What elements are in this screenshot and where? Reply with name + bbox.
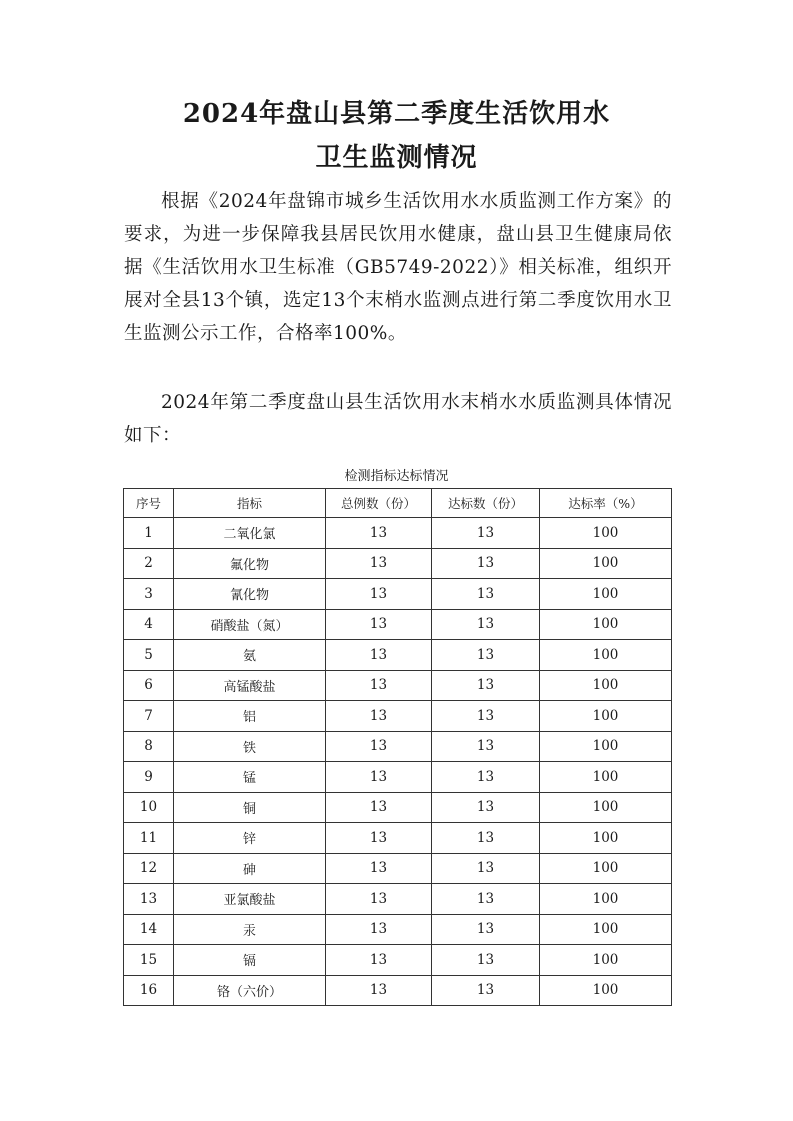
cell-total-count: 13 — [326, 823, 432, 854]
cell-total-count: 13 — [326, 579, 432, 610]
cell-index: 13 — [124, 884, 174, 915]
cell-indicator: 高锰酸盐 — [174, 670, 326, 701]
cell-passed-count: 13 — [432, 762, 540, 793]
cell-indicator: 镉 — [174, 945, 326, 976]
table-row — [124, 823, 672, 854]
header-pass-rate: 达标率（%） — [540, 489, 672, 518]
cell-passed-count: 13 — [432, 701, 540, 732]
cell-pass-rate: 100 — [540, 731, 672, 762]
table-row — [124, 640, 672, 671]
cell-passed-count: 13 — [432, 884, 540, 915]
cell-index: 14 — [124, 914, 174, 945]
results-table — [123, 488, 672, 1006]
table-row — [124, 884, 672, 915]
cell-pass-rate: 100 — [540, 518, 672, 549]
cell-index: 10 — [124, 792, 174, 823]
cell-total-count: 13 — [326, 853, 432, 884]
table-row — [124, 701, 672, 732]
cell-indicator: 亚氯酸盐 — [174, 884, 326, 915]
table-header-row — [124, 489, 672, 518]
cell-pass-rate: 100 — [540, 762, 672, 793]
cell-pass-rate: 100 — [540, 884, 672, 915]
intro-paragraph: 根据《2024年盘锦市城乡生活饮用水水质监测工作方案》的要求，为进一步保障我县居民饮用水健康，盘山县卫生健康局依据《生活饮用水卫生标准（GB5749-2022）》相关标准，组织开展对全县13个镇，选定13个末梢水监测点进行第二季度饮用水卫生监测公示工作，合格率100%。 — [124, 191, 672, 344]
table-row — [124, 792, 672, 823]
header-indicator: 指标 — [174, 489, 326, 518]
cell-indicator: 铝 — [174, 701, 326, 732]
table-row — [124, 914, 672, 945]
cell-passed-count: 13 — [432, 640, 540, 671]
cell-total-count: 13 — [326, 762, 432, 793]
cell-index: 6 — [124, 670, 174, 701]
cell-total-count: 13 — [326, 914, 432, 945]
table-row — [124, 731, 672, 762]
cell-total-count: 13 — [326, 975, 432, 1006]
document-title-line-2: 卫生监测情况 — [315, 143, 478, 173]
cell-index: 1 — [124, 518, 174, 549]
cell-index: 9 — [124, 762, 174, 793]
table-row — [124, 518, 672, 549]
cell-total-count: 13 — [326, 609, 432, 640]
cell-pass-rate: 100 — [540, 914, 672, 945]
header-total-count: 总例数（份） — [326, 489, 432, 518]
cell-indicator: 铁 — [174, 731, 326, 762]
cell-total-count: 13 — [326, 670, 432, 701]
table-row — [124, 670, 672, 701]
cell-total-count: 13 — [326, 945, 432, 976]
table-caption: 检测指标达标情况 — [344, 469, 449, 484]
cell-pass-rate: 100 — [540, 792, 672, 823]
cell-passed-count: 13 — [432, 518, 540, 549]
cell-total-count: 13 — [326, 640, 432, 671]
cell-passed-count: 13 — [432, 914, 540, 945]
cell-pass-rate: 100 — [540, 823, 672, 854]
cell-total-count: 13 — [326, 884, 432, 915]
cell-pass-rate: 100 — [540, 701, 672, 732]
cell-passed-count: 13 — [432, 853, 540, 884]
cell-passed-count: 13 — [432, 579, 540, 610]
cell-indicator: 氟化物 — [174, 548, 326, 579]
cell-pass-rate: 100 — [540, 975, 672, 1006]
cell-pass-rate: 100 — [540, 548, 672, 579]
header-passed-count: 达标数（份） — [432, 489, 540, 518]
cell-indicator: 铜 — [174, 792, 326, 823]
cell-passed-count: 13 — [432, 945, 540, 976]
cell-index: 12 — [124, 853, 174, 884]
cell-total-count: 13 — [326, 792, 432, 823]
cell-passed-count: 13 — [432, 548, 540, 579]
document-title-line-1: 2024年盘山县第二季度生活饮用水 — [182, 99, 611, 129]
cell-indicator: 二氧化氯 — [174, 518, 326, 549]
cell-passed-count: 13 — [432, 731, 540, 762]
cell-pass-rate: 100 — [540, 945, 672, 976]
table-row — [124, 853, 672, 884]
details-paragraph: 2024年第二季度盘山县生活饮用水末梢水水质监测具体情况如下： — [124, 392, 672, 446]
cell-index: 3 — [124, 579, 174, 610]
table-body — [124, 518, 672, 1006]
cell-pass-rate: 100 — [540, 579, 672, 610]
table-row — [124, 975, 672, 1006]
cell-index: 2 — [124, 548, 174, 579]
cell-passed-count: 13 — [432, 670, 540, 701]
cell-index: 7 — [124, 701, 174, 732]
cell-total-count: 13 — [326, 518, 432, 549]
cell-total-count: 13 — [326, 701, 432, 732]
cell-pass-rate: 100 — [540, 640, 672, 671]
cell-indicator: 锰 — [174, 762, 326, 793]
cell-indicator: 汞 — [174, 914, 326, 945]
cell-index: 4 — [124, 609, 174, 640]
table-row — [124, 609, 672, 640]
table-row — [124, 945, 672, 976]
cell-indicator: 氰化物 — [174, 579, 326, 610]
cell-indicator: 锌 — [174, 823, 326, 854]
cell-total-count: 13 — [326, 548, 432, 579]
cell-passed-count: 13 — [432, 609, 540, 640]
cell-indicator: 硝酸盐（氮） — [174, 609, 326, 640]
cell-passed-count: 13 — [432, 792, 540, 823]
table-row — [124, 579, 672, 610]
cell-indicator: 氨 — [174, 640, 326, 671]
table-row — [124, 762, 672, 793]
cell-index: 8 — [124, 731, 174, 762]
cell-total-count: 13 — [326, 731, 432, 762]
header-index: 序号 — [124, 489, 174, 518]
cell-index: 11 — [124, 823, 174, 854]
cell-passed-count: 13 — [432, 975, 540, 1006]
table-row — [124, 548, 672, 579]
cell-index: 15 — [124, 945, 174, 976]
cell-passed-count: 13 — [432, 823, 540, 854]
cell-index: 5 — [124, 640, 174, 671]
cell-pass-rate: 100 — [540, 609, 672, 640]
cell-indicator: 砷 — [174, 853, 326, 884]
cell-index: 16 — [124, 975, 174, 1006]
cell-indicator: 铬（六价） — [174, 975, 326, 1006]
cell-pass-rate: 100 — [540, 670, 672, 701]
cell-pass-rate: 100 — [540, 853, 672, 884]
